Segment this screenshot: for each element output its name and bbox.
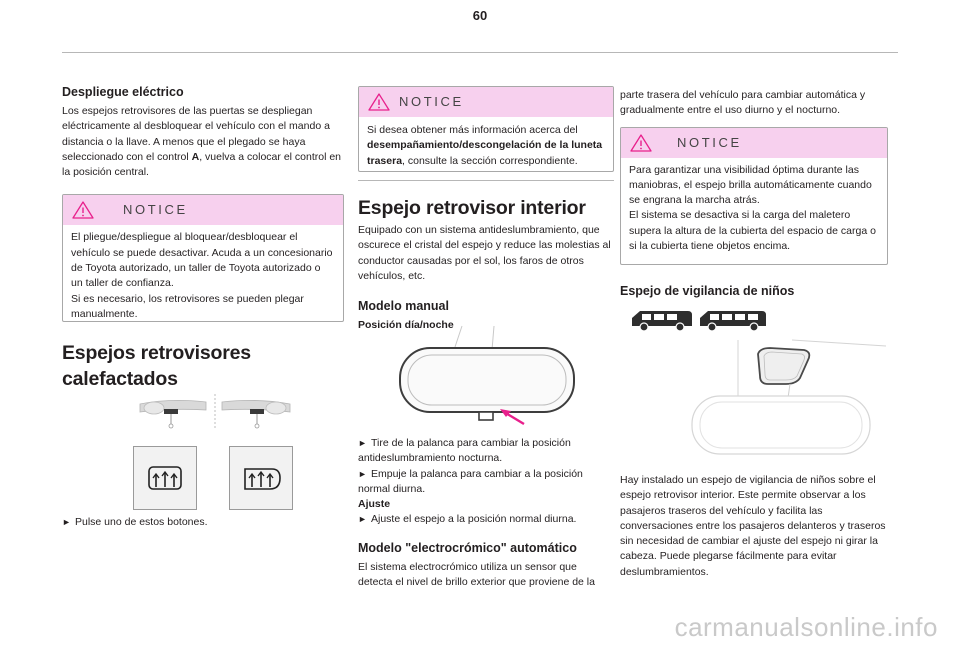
notice-body [621, 158, 887, 263]
warning-icon [71, 200, 95, 220]
mirror-defrost-button[interactable] [229, 446, 293, 510]
mirror-defrost-icon [230, 447, 292, 509]
step-3: ► Ajuste el espejo a la posición normal diurna. [358, 513, 577, 526]
notice-box-2 [358, 86, 614, 172]
step-2: ► Empuje la palanca para cambiar a la posición normal diurna. [358, 467, 583, 495]
manual-model-title: Modelo manual [358, 299, 449, 314]
van-icon-long [700, 311, 766, 331]
notice-text-2: Si es necesario, los retrovisores se pueden plegar manualmente. [71, 292, 304, 320]
notice-title: NOTICE [123, 202, 188, 218]
header-rule [62, 52, 898, 53]
steering-wheel-right-illustration [222, 400, 290, 428]
notice-text: Si desea obtener más información acerca del desempañamiento/descongelación de la luneta trasera, consulte la sección correspondiente. [367, 124, 603, 167]
notice-text: El pliegue/despliegue al bloquear/desbloquear el vehículo se puede desactivar. Acuda a un concesionario de Toyota autorizado, un taller de Toyota autorizado o un taller de confianza. [71, 231, 333, 290]
press-instruction: ► Pulse uno de estos botones. [62, 516, 208, 528]
page-number: 60 [472, 8, 488, 23]
separator [358, 180, 614, 181]
notice-header [621, 128, 887, 158]
column-2 [358, 86, 614, 333]
heated-mirrors-title: Espejos retrovisores calefactados [62, 342, 251, 391]
interior-mirror-title: Espejo retrovisor interior [358, 197, 586, 219]
van-icon-short [632, 311, 692, 331]
folding-text: Los espejos retrovisores de las puertas se despliegan eléctricamente al desbloquear el vehículo con el mando a distancia o la llave. A menos que el plegado se haya seleccionado con el control A, vuelva a colocar el control en la posición central. [62, 105, 342, 179]
manual-steps [358, 436, 614, 590]
interior-mirror-illustration [396, 324, 596, 430]
column-1 [62, 84, 344, 392]
notice-title: NOTICE [677, 134, 742, 150]
electrochromic-title: Modelo "electrocrómico" automático [358, 540, 577, 555]
warning-icon [629, 133, 653, 153]
column-3 [620, 88, 888, 303]
interior-mirror-text: Equipado con un sistema antideslumbramiento, que oscurece el cristal del espejo y reduce las molestias al conductor causadas por el sol, los faros de otros vehículos, etc. [358, 224, 611, 282]
adjust-label: Ajuste [358, 498, 391, 511]
notice-box-1 [62, 194, 344, 322]
child-mirror-illustration [680, 338, 890, 464]
notice-text-2: El sistema se desactiva si la carga del maletero supera la altura de la cubierta del espacio de carga o si la cubierta tiene objetos encima. [629, 209, 876, 253]
step-1: ► Tire de la palanca para cambiar la posición antideslumbramiento nocturna. [358, 437, 571, 465]
rear-defrost-button[interactable] [133, 446, 197, 510]
notice-body [63, 225, 343, 322]
warning-icon [367, 92, 391, 112]
notice-title: NOTICE [399, 94, 464, 109]
child-mirror-text: Hay instalado un espejo de vigilancia de niños sobre el espejo retrovisor interior. Este permite observar a los pasajeros traseros del vehículo y facilita las conversaciones entre los pasajeros delanteros y traseros sin necesidad de cambiar el ajuste del espejo ni girar la cabeza. Puede plegarse fácilmente para evitar deslumbramientos. [620, 474, 886, 578]
electrochromic-continued: parte trasera del vehículo para cambiar automática y gradualmente entre el uso diurno y el nocturno. [620, 89, 866, 117]
electrochromic-text: El sistema electrocrómico utiliza un sensor que detecta el nivel de brillo exterior que proviene de la [358, 560, 595, 589]
notice-header [359, 87, 613, 117]
notice-box-3 [620, 127, 888, 265]
steering-wheel-figure [130, 392, 300, 432]
steering-wheel-left-illustration [140, 400, 206, 428]
watermark: carmanualsonline.info [674, 612, 938, 642]
day-night-label: Posición día/noche [358, 319, 454, 332]
notice-header [63, 195, 343, 225]
child-mirror-title: Espejo de vigilancia de niños [620, 283, 795, 298]
notice-body [359, 117, 613, 172]
rear-defrost-icon [134, 447, 196, 509]
van-model-icons [628, 306, 768, 332]
folding-title: Despliegue eléctrico [62, 85, 184, 99]
notice-text: Para garantizar una visibilidad óptima durante las maniobras, el espejo brilla automáticamente cuando se engrana la marcha atrás. [629, 163, 872, 207]
